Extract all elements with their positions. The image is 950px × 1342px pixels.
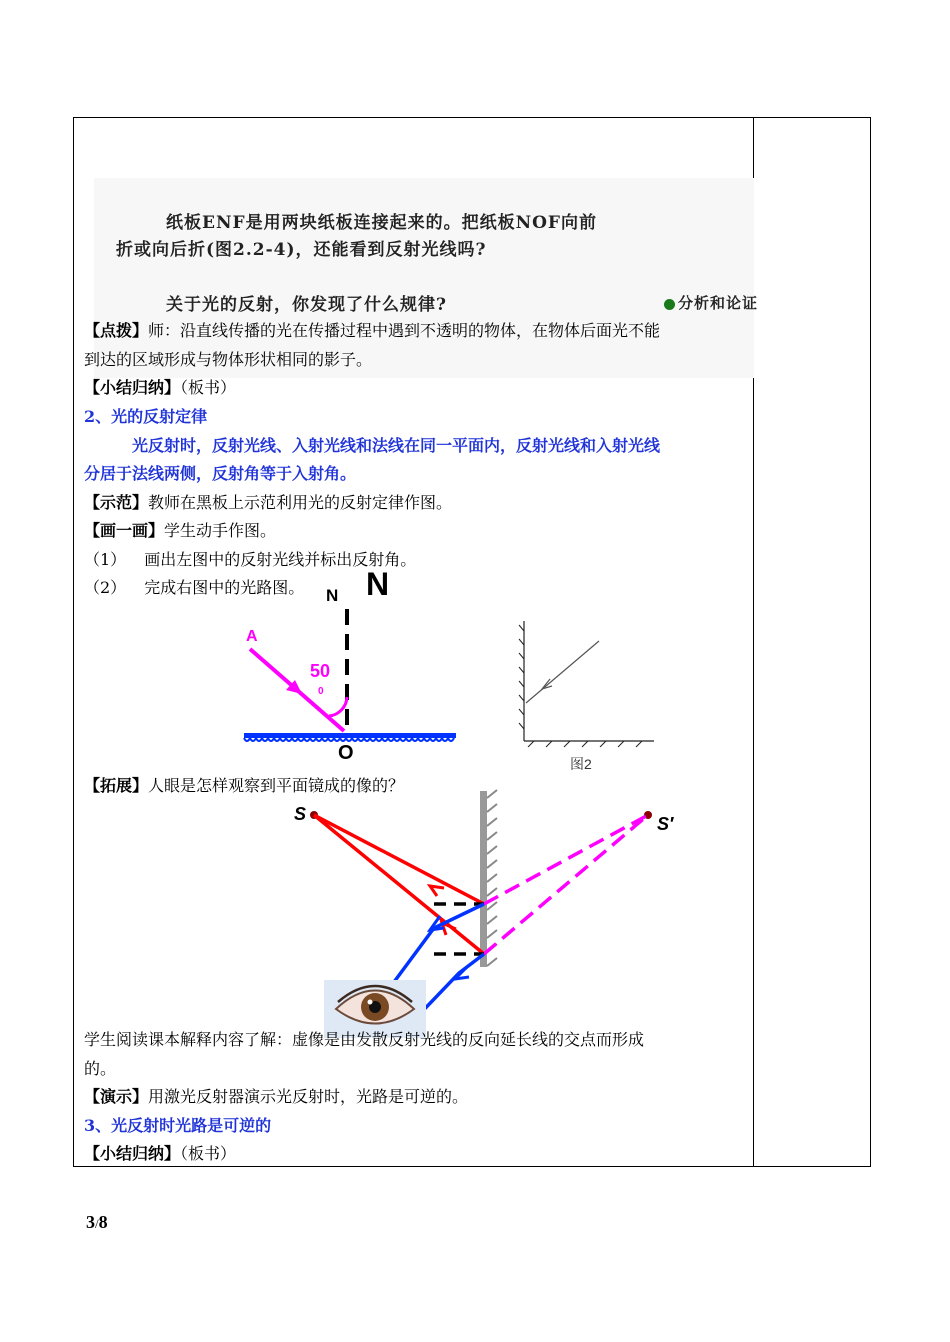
summary-2 (84, 1144, 236, 1164)
mirror-hatch (244, 738, 454, 741)
ray-to-upper (314, 815, 484, 904)
hint-text-1: 师：沿直线传播的光在传播过程中遇到不透明的物体，在物体后面光不能 (148, 321, 661, 340)
origin-label: O (338, 742, 354, 763)
scan-line-2: 折或向后折(图2.2-4)，还能看到反射光线吗? (116, 240, 487, 260)
law-line-2: 分居于法线两侧，反射角等于入射角。 (84, 464, 357, 483)
show-label: 【演示】 (84, 1087, 149, 1106)
show-line (84, 1087, 468, 1107)
reflection-figure-1 (234, 563, 474, 763)
task-1-text: 画出左图中的反射光线并标出反射角。 (144, 550, 417, 569)
lesson-table (73, 117, 871, 1167)
page-sep: / (95, 1216, 99, 1231)
section-2-title: 2、光的反射定律 (84, 407, 208, 426)
virtual-ext-2 (484, 815, 648, 954)
figure-2-caption: 图2 (570, 756, 592, 772)
scan-side-label (664, 292, 758, 313)
incident-ray-2 (526, 641, 599, 703)
task-2-num: （2） (84, 578, 127, 597)
demo-label: 【示范】 (84, 493, 149, 512)
source-label: S (294, 804, 307, 824)
plane-mirror (480, 791, 487, 967)
task-1-num: （1） (84, 550, 127, 569)
normal-label-small: N (326, 586, 339, 605)
summary-1 (84, 378, 236, 398)
green-dot-icon (664, 299, 675, 310)
summary-1-label: 【小结归纳】 (84, 378, 181, 397)
show-text: 用激光反射器演示光反射时，光路是可逆的。 (148, 1087, 469, 1106)
normal-label-big: N (366, 566, 390, 602)
summary-1-text: （板书） (180, 378, 237, 397)
extend-text: 人眼是怎样观察到平面镜成的像的？ (148, 776, 405, 795)
draw-label: 【画一画】 (84, 521, 165, 540)
demo-line (84, 493, 452, 513)
virtual-ext-1 (484, 815, 648, 904)
hint-line-2: 到达的区域形成与物体形状相同的影子。 (84, 350, 373, 369)
scan-line-1: 纸板ENF是用两块纸板连接起来的。把纸板NOF向前 (166, 213, 597, 233)
extend-label: 【拓展】 (84, 776, 149, 795)
scan-side-label-text: 分析和论证 (678, 294, 759, 312)
hint-line-1 (84, 321, 660, 341)
page-current: 3 (86, 1212, 95, 1232)
page-total: 8 (98, 1212, 108, 1232)
main-cell (74, 118, 759, 1166)
ray-to-lower (314, 815, 484, 954)
image-label: S′ (657, 814, 674, 834)
draw-text: 学生动手作图。 (164, 521, 277, 540)
angle-unit: 0 (318, 686, 324, 697)
demo-text: 教师在黑板上示范利用光的反射定律作图。 (148, 493, 453, 512)
angle-value: 50 (310, 661, 331, 681)
draw-line (84, 521, 276, 541)
red-arrow-1-icon (430, 886, 444, 896)
summary-2-text: （板书） (180, 1144, 237, 1163)
reflection-figure-2 (504, 613, 664, 773)
summary-2-label: 【小结归纳】 (84, 1144, 181, 1163)
virtual-image-figure (284, 788, 684, 1038)
ray-label: A (246, 628, 258, 645)
hint-label: 【点拨】 (84, 321, 149, 340)
ray-arrow-2-icon (542, 679, 552, 689)
read-line-2: 的。 (84, 1059, 117, 1078)
page-number (86, 1212, 108, 1233)
law-line-1: 光反射时，反射光线、入射光线和法线在同一平面内，反射光线和入射光线 (132, 436, 661, 455)
angle-arc (329, 697, 347, 716)
scan-line-3: 关于光的反射，你发现了什么规律? (166, 295, 447, 315)
vertical-hatch (519, 625, 524, 729)
horizontal-hatch (528, 741, 642, 747)
mirror-back-hatch (487, 790, 497, 966)
task-2-text: 完成右图中的光路图。 (144, 578, 305, 597)
read-line-1: 学生阅读课本解释内容了解：虚像是由发散反射光线的反向延长线的交点而形成 (84, 1030, 645, 1049)
section-3-title: 3、光反射时光路是可逆的 (84, 1116, 272, 1135)
